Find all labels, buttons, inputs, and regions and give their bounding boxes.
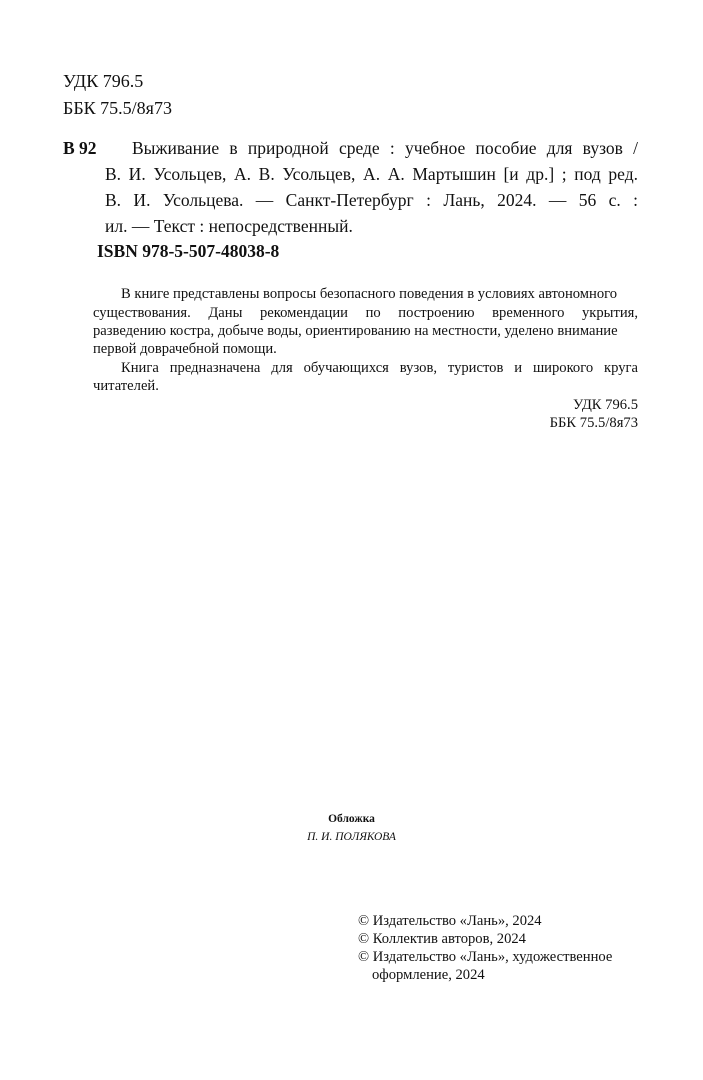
annotation-udk: УДК 796.5 xyxy=(572,397,638,413)
annotation-line-2: существования. Даны рекомендации по построению временного укрытия, xyxy=(93,305,638,321)
copyright-line-2: © Коллектив авторов, 2024 xyxy=(358,931,526,947)
catalog-line-4: ил. — Текст : непосредственный. xyxy=(105,216,353,236)
annotation-line-1: В книге представлены вопросы безопасного поведения в условиях автономного xyxy=(121,286,618,302)
annotation-line-4: первой доврачебной помощи. xyxy=(93,341,277,357)
annotation-line-5: Книга предназначена для обучающихся вузов, туристов и широкого круга xyxy=(121,360,638,376)
copyright-line-1: © Издательство «Лань», 2024 xyxy=(358,913,542,929)
annotation-line-6: читателей. xyxy=(93,378,159,394)
isbn: ISBN 978-5-507-48038-8 xyxy=(97,241,280,261)
annotation-bbk: ББК 75.5/8я73 xyxy=(549,415,638,431)
catalog-line-1: Выживание в природной среде : учебное пособие для вузов / xyxy=(132,138,638,158)
catalog-line-2: В. И. Усольцев, А. В. Усольцев, А. А. Мартышин [и др.] ; под ред. xyxy=(105,164,638,184)
cover-name: П. И. ПОЛЯКОВА xyxy=(307,831,396,843)
copyright-line-4: оформление, 2024 xyxy=(372,967,485,983)
catalog-code: В 92 xyxy=(63,138,97,158)
copyright-line-3: © Издательство «Лань», художественное xyxy=(358,949,613,965)
header-bbk: ББК 75.5/8я73 xyxy=(63,98,172,118)
header-udk: УДК 796.5 xyxy=(63,71,144,91)
cover-label: Обложка xyxy=(328,813,375,825)
catalog-line-3: В. И. Усольцева. — Санкт-Петербург : Лань, 2024. — 56 с. : xyxy=(105,190,638,210)
annotation-line-3: разведению костра, добыче воды, ориентированию на местности, уделено внимание xyxy=(93,323,618,339)
